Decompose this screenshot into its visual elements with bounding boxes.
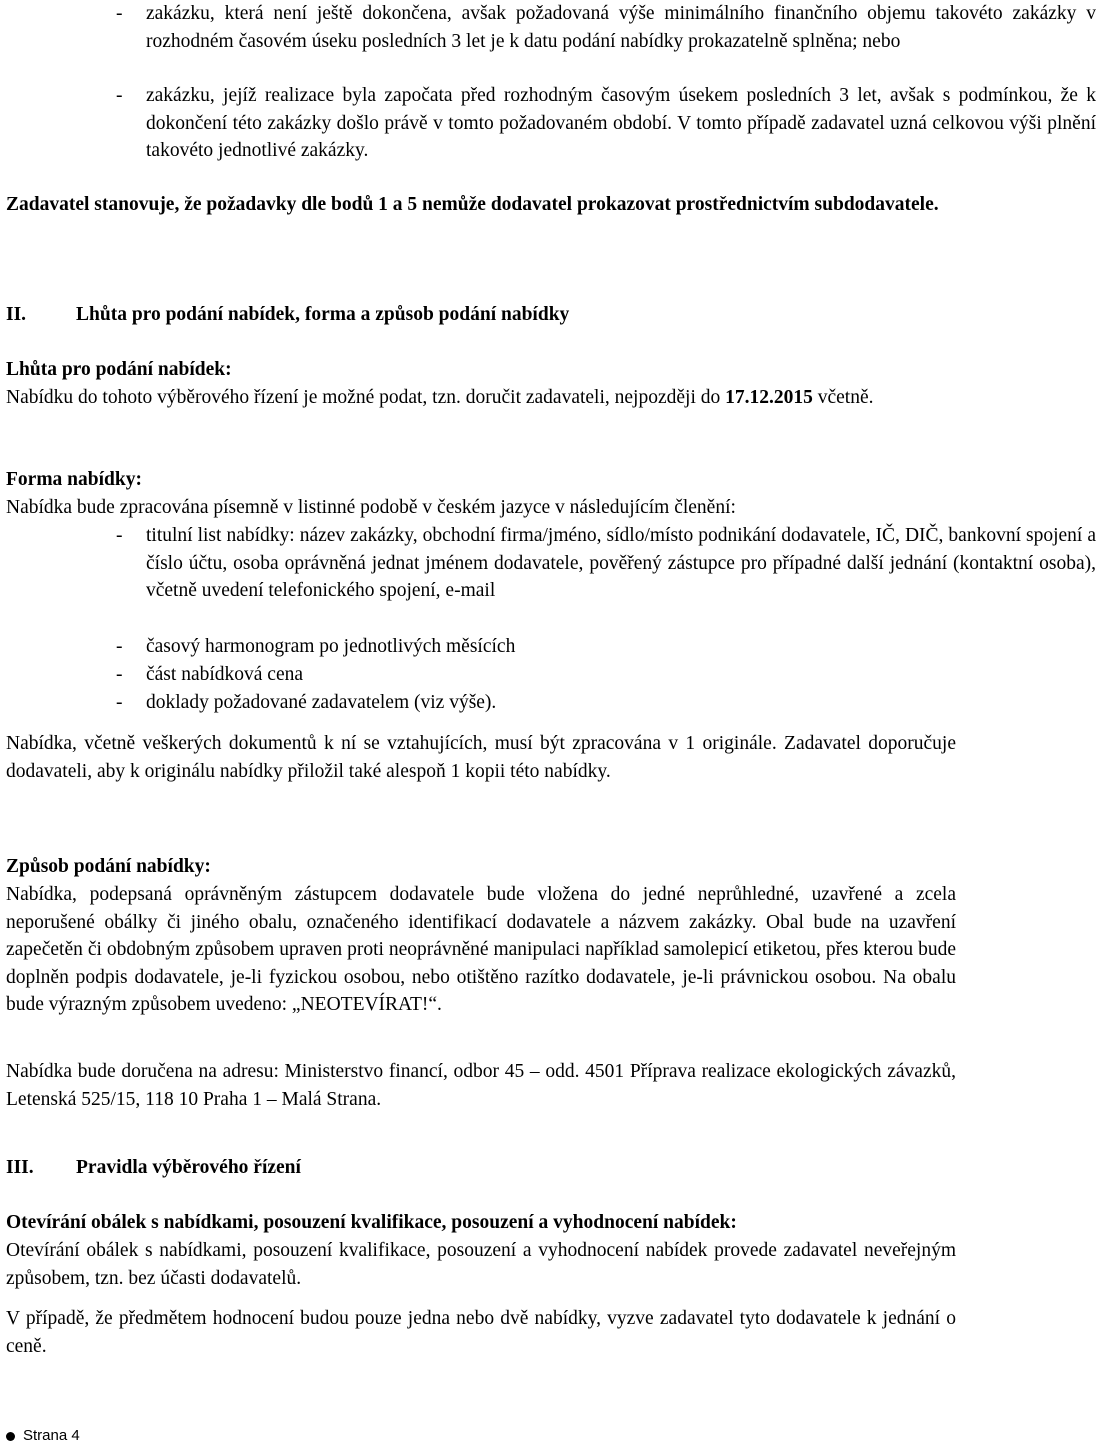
list-dash: - [116,692,123,713]
section-heading [6,301,956,329]
deadline-text: Nabídku do tohoto výběrového řízení je možné podat, tzn. doručit zadavateli, nejpozději do [6,387,721,408]
deadline-suffix: včetně. [812,387,874,408]
opening-paragraph: Otevírání obálek s nabídkami, posouzení kvalifikace, posouzení a vyhodnocení nabídek provede zadavatel neveřejným způsobem, tzn. bez účasti dodavatelů. [6,1240,956,1289]
section-number: II. [6,304,27,325]
bullet-icon [6,1432,15,1441]
original-paragraph: Nabídka, včetně veškerých dokumentů k ní se vztahujících, musí být zpracována v 1 originále. Zadavatel doporučuje dodavateli, aby k originálu nabídky přiložil také alespoň 1 kopii této nabídky. [6,733,956,782]
section-title: Pravidla výběrového řízení [76,1157,301,1178]
list-item [6,0,1096,55]
list-item-text: doklady požadované zadavatelem (viz výše). [146,692,497,713]
list-dash: - [116,636,123,657]
list-dash: - [116,525,123,546]
address-paragraph: Nabídka bude doručena na adresu: Ministerstvo financí, odbor 45 – odd. 4501 Příprava realizace ekologických závazků, Letenská 525/15, 118 10 Praha 1 – Malá Strana. [6,1061,956,1110]
list-item-text: zakázku, která není ještě dokončena, avšak požadovaná výše minimálního finančního objemu takovéto zakázky v rozhodném časovém úseku posledních 3 let je k datu podání nabídky prokazatelně splněna; nebo [146,3,1096,52]
method-paragraph: Nabídka, podepsaná oprávněným zástupcem dodavatele bude vložena do jedné neprůhledné, uzavřené a zcela neporušené obálky či jiného obalu, označeného identifikací dodavatele a názvem zakázky. Obal bude na uzavření zapečetěn či obdobným způsobem upraven proti neoprávněné manipulaci například samolepicí etiketou, přes kterou bude doplněn podpis dodavatele, je-li fyzickou osobou, nebo otištěno razítko dodavatele, je-li právnickou osobou. Na obalu bude výrazným způsobem uvedeno: „NEOTEVÍRAT!“. [6,884,956,1015]
subcontract-note: Zadavatel stanovuje, že požadavky dle bodů 1 a 5 nemůže dodavatel prokazovat prostřednictvím subdodavatele. [6,194,939,215]
deadline-paragraph [6,384,956,412]
list-item [6,82,1096,165]
list-dash: - [116,664,123,685]
opening-heading: Otevírání obálek s nabídkami, posouzení kvalifikace, posouzení a vyhodnocení nabídek: [6,1212,737,1233]
list-dash: - [116,3,123,24]
list-item-text: část nabídková cena [146,664,304,685]
two-offers-paragraph: V případě, že předmětem hodnocení budou pouze jedna nebo dvě nabídky, vyzve zadavatel tyto dodavatele k jednání o ceně. [6,1308,956,1357]
form-intro: Nabídka bude zpracována písemně v listinné podobě v českém jazyce v následujícím členění: [6,497,736,518]
page-footer [6,1426,80,1446]
section-title: Lhůta pro podání nabídek, forma a způsob podání nabídky [76,304,570,325]
list-item [6,661,1096,689]
list-dash: - [116,85,123,106]
list-item-text: titulní list nabídky: název zakázky, obchodní firma/jméno, sídlo/místo podnikání dodavatele, IČ, DIČ, bankovní spojení a číslo účtu, osoba oprávněná jednat jménem dodavatele, pověřený zástupce pro případné další jednání (kontaktní osoba), včetně uvedení telefonického spojení, e-mail [146,525,1096,601]
deadline-date: 17.12.2015 [725,387,813,408]
section-number: III. [6,1157,34,1178]
deadline-heading: Lhůta pro podání nabídek: [6,359,232,380]
form-heading: Forma nabídky: [6,469,142,490]
list-item [6,522,1096,605]
list-item [6,689,1096,717]
section-heading [6,1154,956,1182]
list-item-text: zakázku, jejíž realizace byla započata před rozhodným časovým úsekem posledních 3 let, avšak s podmínkou, že k dokončení této zakázky došlo právě v tomto požadovaném období. V tomto případě zadavatel uzná celkovou výši plnění takovéto jednotlivé zakázky. [146,85,1096,161]
page-number-label: Strana 4 [23,1427,80,1444]
method-heading: Způsob podání nabídky: [6,856,211,877]
list-item [6,633,1096,661]
list-item-text: časový harmonogram po jednotlivých měsících [146,636,516,657]
